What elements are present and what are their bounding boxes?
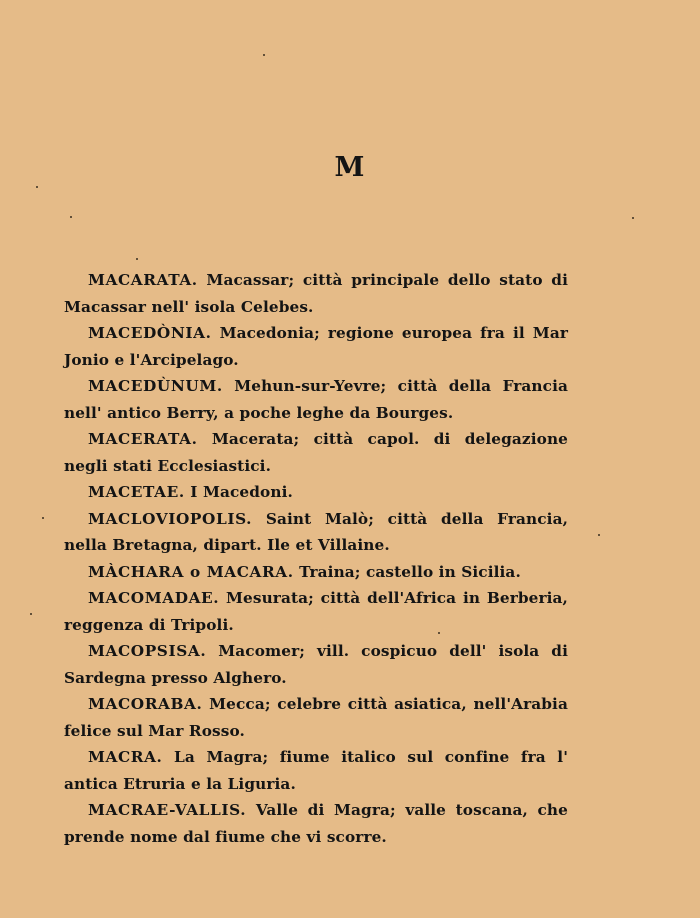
dictionary-entry: [64, 479, 568, 506]
dictionary-entry: [64, 267, 568, 320]
paper-speck: [42, 517, 44, 519]
entry-text: La Magra; fiume italico sul confine fra l' antica Etruria e la Liguria.: [64, 748, 568, 793]
entry-text: Mesurata; città dell'Africa in Berberia, reggenza di Tripoli.: [64, 589, 568, 634]
dictionary-entry: [64, 373, 568, 426]
entry-headword: MACOPSISA.: [88, 642, 207, 660]
entry-headword: MACERATA.: [88, 430, 198, 448]
section-letter-heading: M: [334, 152, 366, 183]
entry-text: Macedonia; regione europea fra il Mar Jonio e l'Arcipelago.: [64, 324, 568, 369]
dictionary-entry: [64, 506, 568, 559]
entry-text: Valle di Magra; valle toscana, che prende nome dal fiume che vi scorre.: [64, 801, 568, 846]
dictionary-entry: [64, 320, 568, 373]
paper-speck: [136, 258, 138, 260]
paper-speck: [263, 54, 265, 56]
entry-text: Mecca; celebre città asiatica, nell'Arabia felice sul Mar Rosso.: [64, 695, 568, 740]
entry-headword: MACARATA.: [88, 271, 198, 289]
entry-headword: MACEDÙNUM.: [88, 377, 223, 395]
entry-headword: MACETAE.: [88, 483, 185, 501]
entry-text: Macomer; vill. cospicuo dell' isola di Sardegna presso Alghero.: [64, 642, 568, 687]
entry-text: Macerata; città capol. di delegazione negli stati Ecclesiastici.: [64, 430, 568, 475]
entry-headword: MACORABA.: [88, 695, 203, 713]
entry-text: Mehun-sur-Yevre; città della Francia nell' antico Berry, a poche leghe da Bourges.: [64, 377, 568, 422]
paper-speck: [632, 217, 634, 219]
entry-headword: MACRAE-VALLIS.: [88, 801, 247, 819]
paper-speck: [70, 216, 72, 218]
dictionary-entry: [64, 426, 568, 479]
dictionary-entry: [64, 559, 568, 586]
dictionary-entries: [64, 267, 568, 850]
entry-text: Traina; castello in Sicilia.: [299, 562, 521, 581]
entry-headword: MACOMADAE.: [88, 589, 220, 607]
paper-speck: [438, 632, 440, 634]
entry-headword: MACEDÒNIA.: [88, 324, 212, 342]
dictionary-entry: [64, 744, 568, 797]
entry-text: I Macedoni.: [190, 483, 293, 501]
entry-text: Saint Malò; città della Francia, nella Bretagna, dipart. Ile et Villaine.: [64, 509, 569, 554]
paper-speck: [30, 613, 32, 615]
dictionary-entry: [64, 585, 568, 638]
entry-text: Macassar; città principale dello stato di Macassar nell' isola Celebes.: [64, 271, 568, 316]
dictionary-entry: [64, 797, 568, 850]
entry-headword: MACRA.: [88, 748, 163, 766]
paper-speck: [598, 534, 600, 536]
dictionary-entry: [64, 638, 568, 691]
entry-headword: MÀCHARA o MACARA.: [88, 562, 294, 581]
dictionary-entry: [64, 691, 568, 744]
entry-headword: MACLOVIOPOLIS.: [88, 509, 253, 528]
paper-speck: [36, 186, 38, 188]
